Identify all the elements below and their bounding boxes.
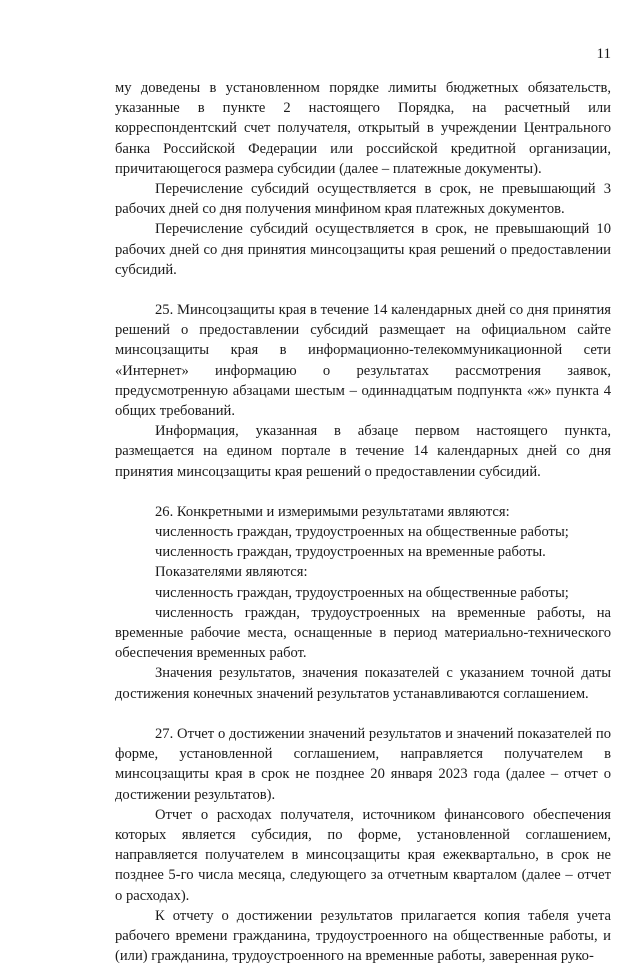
paragraph: Значения результатов, значения показателей с указанием точной даты достижения конечных значений результатов устанавливаются соглашением. [115,665,611,702]
paragraph: 26. Конкретными и измеримыми результатами являются: [155,503,510,520]
paragraph: Перечисление субсидий осуществляется в срок, не превышающий 10 рабочих дней со дня принятия минсоцзащиты края решений о предоставлении субсидий. [115,221,611,278]
paragraph: 25. Минсоцзащиты края в течение 14 календарных дней со дня принятия решений о предоставлении субсидий размещает на официальном сайте минсоцзащиты края в информационно-телекоммуникационной сети «Интернет» информацию о результатах рассмотрения заявок, предусмотренную абзацами шестым – одиннадцатым подпункта «ж» пункта 4 общих требований. [115,302,611,420]
paragraph: численность граждан, трудоустроенных на временные работы, на временные рабочие места, оснащенные в период материально-технического обеспечения временных работ. [115,604,611,662]
paragraph: му доведены в установленном порядке лимиты бюджетных обязательств, указанные в пункте 2 настоящего Порядка, на расчетный или корреспондентский счет получателя, открытый в учреждении Центрального банка Российской Федерации или российской кредитной организации, причитающегося размера субсидии (далее – платежные документы). [115,80,611,177]
paragraph: численность граждан, трудоустроенных на общественные работы; [155,524,569,541]
page-number: 11 [596,46,611,62]
paragraph: численность граждан, трудоустроенных на общественные работы; [155,584,569,601]
paragraph: Показателями являются: [155,564,308,581]
paragraph: 27. Отчет о достижении значений результатов и значений показателей по форме, установленной соглашением, направляется получателем в минсоцзащиты края в срок не позднее 20 января 2023 года (далее – отчет о достижении результатов). [115,725,611,803]
paragraph: численность граждан, трудоустроенных на временные работы. [155,544,546,561]
document-body [115,78,611,966]
paragraph: К отчету о достижении результатов прилагается копия табеля учета рабочего времени гражданина, трудоустроенного на общественные работы, и (или) гражданина, трудоустроенного на временные работы, заверенная руко- [115,907,611,965]
paragraph: Перечисление субсидий осуществляется в срок, не превышающий 3 рабочих дней со дня получения минфином края платежных документов. [115,181,611,218]
paragraph: Информация, указанная в абзаце первом настоящего пункта, размещается на едином портале в течение 14 календарных дней со дня принятия минсоцзащиты края решений о предоставлении субсидий. [115,423,611,480]
paragraph: Отчет о расходах получателя, источником финансового обеспечения которых является субсидия, по форме, установленной соглашением, направляется получателем в минсоцзащиты края ежеквартально, в срок не позднее 5-го числа месяца, следующего за отчетным кварталом (далее – отчет о расходах). [115,806,611,904]
